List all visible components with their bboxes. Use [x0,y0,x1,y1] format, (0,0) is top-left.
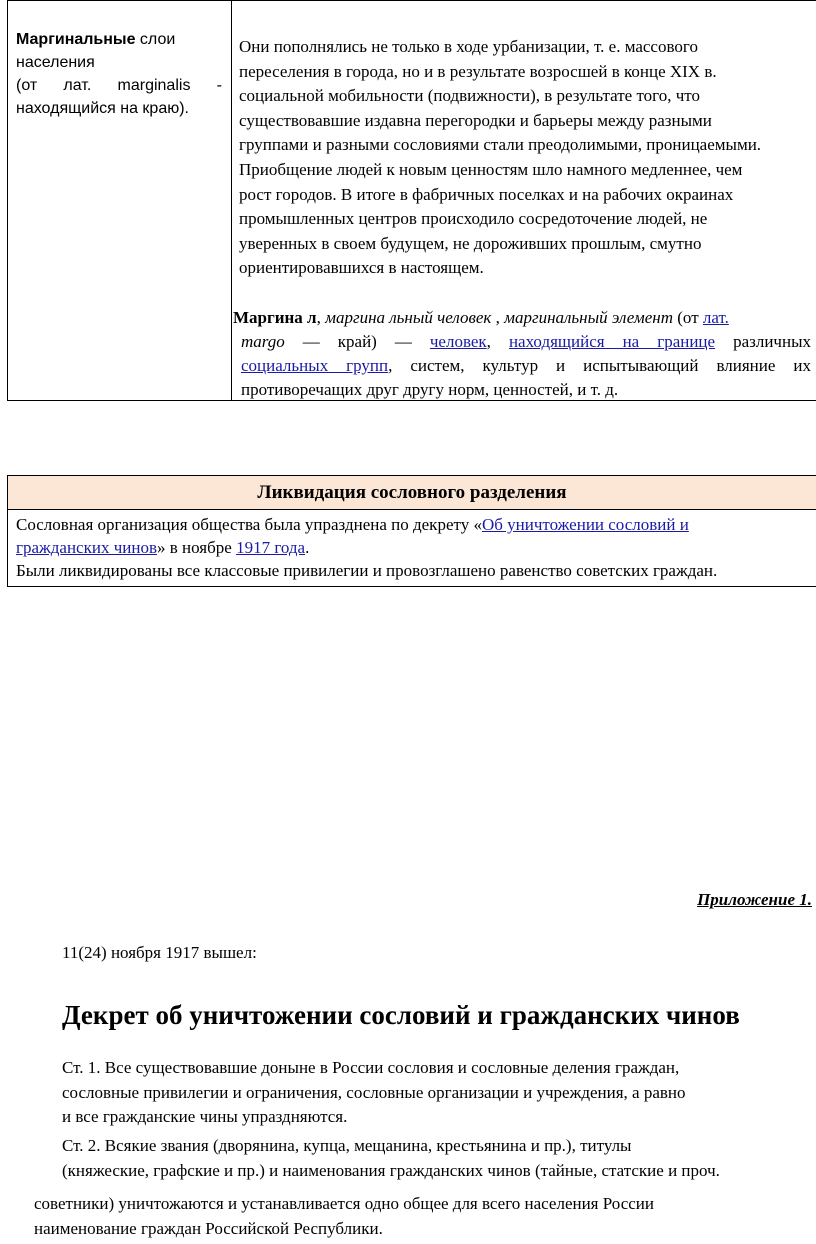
article-line: советники) уничтожаются и устанавливается одно общее для всего населения России [34,1194,654,1213]
punct: , [491,308,505,327]
article-line: сословные привилегии и ограничения, сословные организации и учреждения, а равно [62,1082,686,1102]
punct: . [305,538,310,557]
body-line-2 [16,536,816,559]
para-line: рост городов. В итоге в фабричных поселках и на рабочих окраинах [239,184,734,204]
link-person[interactable]: человек [429,332,487,351]
table-header: Ликвидация сословного разделения [8,476,816,510]
estate-liquidation-table [7,475,816,587]
article-line: и все гражданские чины упраздняются. [62,1107,348,1126]
appendix-label: Приложение 1. [697,890,812,909]
article-2 [62,1134,720,1183]
para-line: социальной мобильности (подвижности), в результате того, что [239,86,700,106]
body-line-3: Были ликвидированы все классовые привилегии и провозглашено равенство советских граждан. [16,561,718,580]
term-line-3: (от лат. marginalis - [16,77,222,94]
marginal-layers-table [7,0,816,401]
definition-term: Маргина л [233,308,317,327]
term-line-2: населения [16,54,95,71]
text: » в ноябре [156,538,237,557]
article-line: Ст. 1. Все существовавшие доныне в России сословия и сословные деления граждан, [62,1058,680,1077]
definition-line-4: противоречащих друг другу норм, ценностей, и т. д. [241,380,619,399]
decree-title: Декрет об уничтожении сословий и гражданских чинов [62,1000,740,1030]
definition-italic-1: маргина льный человек [325,308,492,327]
article-line: (княжеские, графские и пр.) и наименования гражданских чинов (тайные, статские и проч. [62,1160,720,1180]
body-line-1 [16,513,816,536]
article-line: наименование граждан Российской Республики. [34,1218,383,1238]
decree-intro: 11(24) ноября 1917 вышел: [62,943,257,962]
para-line: Приобщение людей к новым ценностям шло намного медленнее, чем [239,159,743,179]
para-line: ориентировавшихся в настоящем. [239,258,484,278]
text: различных [715,332,811,351]
link-decree[interactable]: Об уничтожении сословий и [481,515,689,534]
article-2-continued [34,1192,654,1241]
description-paragraph [239,35,816,281]
para-line: переселения в города, но и в результате возросшей в конце XIX в. [239,61,717,81]
text: Сословная организация общества была упразднена по декрету « [16,515,482,534]
punct: , [486,332,509,351]
term-rest: слои [135,31,176,48]
term-cell [16,28,222,120]
definition-line-2 [233,330,811,354]
term-bold: Маргинальные [16,31,136,48]
text: , систем, культур и испытывающий влияние их [388,356,811,375]
link-latin[interactable]: лат. [702,308,729,327]
para-line: группами и разными сословиями стали преодолимыми, проницаемыми. [239,135,762,155]
punct: , [316,308,326,327]
margo-word: margo [241,332,285,351]
para-line: уверенных в своем будущем, не дороживших прошлым, смутно [239,233,702,253]
article-1 [62,1056,686,1130]
link-social-groups[interactable]: социальных групп [241,356,389,375]
definition-line-1 [233,306,811,330]
article-line: Ст. 2. Всякие звания (дворянина, купца, мещанина, крестьянина и пр.), титулы [62,1136,632,1155]
para-line: Они пополнялись не только в ходе урбанизации, т. е. массового [239,37,698,56]
punct: (от [673,308,703,327]
table-body [16,513,816,582]
para-line: промышленных центров происходило сосредоточение людей, не [239,209,708,229]
link-decree-cont[interactable]: гражданских чинов [16,538,157,557]
table-column-divider [231,1,232,400]
link-year[interactable]: 1917 года [236,538,306,557]
term-line-4: находящийся на краю). [16,100,189,117]
para-line: существовавшие издавна перегородки и барьеры между разными [239,110,712,130]
definition-line-3 [233,354,811,378]
definition-paragraph [233,306,811,402]
definition-italic-2: маргинальный элемент [504,308,674,327]
link-on-border[interactable]: находящийся на границе [508,332,716,351]
text: — край) — [284,332,430,351]
